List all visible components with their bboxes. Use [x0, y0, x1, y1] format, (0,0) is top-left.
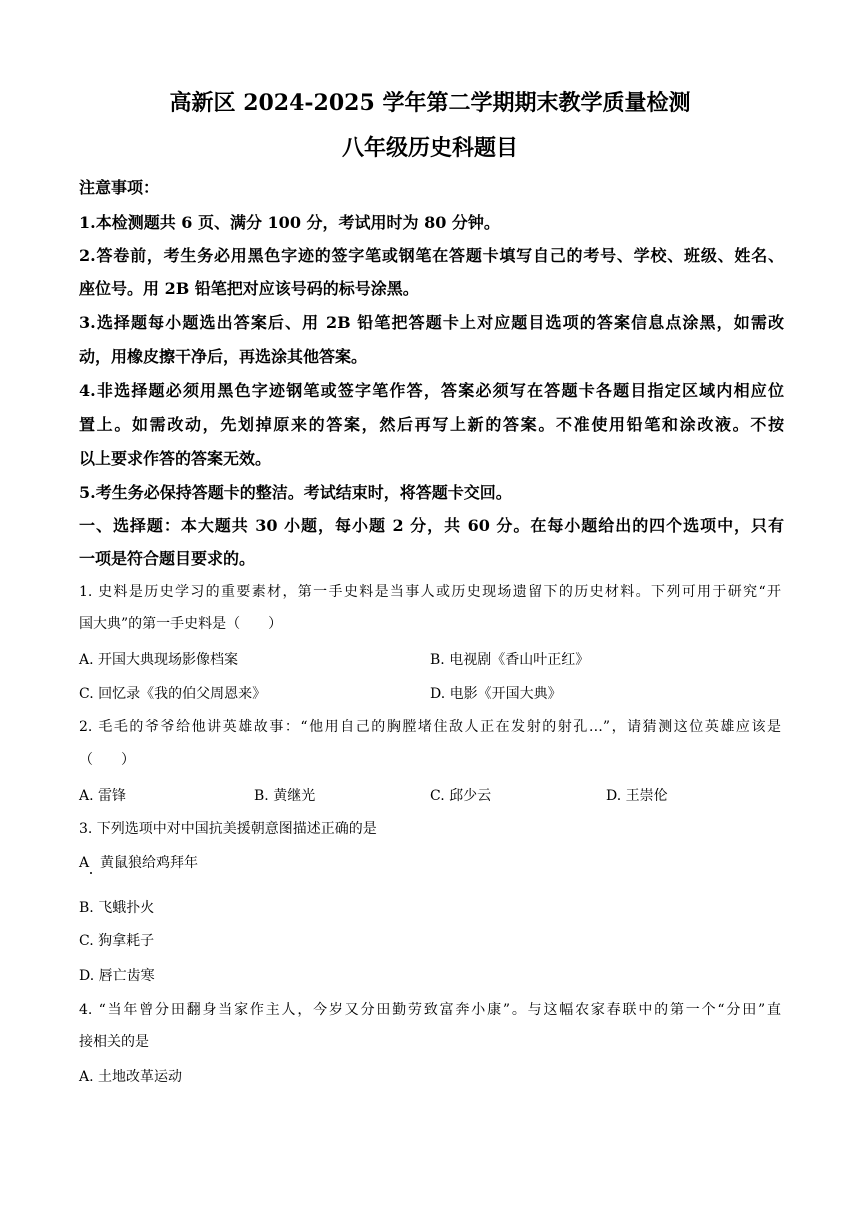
question-2-option-b: B. 黄继光 — [254, 788, 316, 804]
question-3-stem: 3. 下列选项中对中国抗美援朝意图描述正确的是 — [79, 821, 377, 837]
question-3-option-c: C. 狗拿耗子 — [79, 933, 155, 949]
question-1-option-b: B. 电视剧《香山叶正红》 — [430, 652, 590, 668]
notice-item-3-line1: 3.选择题每小题选出答案后、用 2B 铅笔把答题卡上对应题目选项的答案信息点涂黑，如需改 — [79, 313, 784, 332]
notice-item-4-line3: 以上要求作答的答案无效。 — [79, 449, 272, 468]
notice-item-2-line2: 座位号。用 2B 铅笔把对应该号码的标号涂黑。 — [79, 279, 419, 298]
exam-subtitle: 八年级历史科题目 — [341, 135, 518, 161]
notice-item-3-line2: 动，用橡皮擦干净后，再选涂其他答案。 — [79, 347, 368, 366]
question-1-stem-line2: 国大典”的第一手史料是（ ） — [79, 616, 283, 632]
question-2-option-c: C. 邱少云 — [430, 788, 492, 804]
question-3-option-d: D. 唇亡齿寒 — [79, 968, 155, 984]
question-1-option-c: C. 回忆录《我的伯父周恩来》 — [79, 686, 267, 702]
question-2-option-d: D. 王崇伦 — [606, 788, 668, 804]
question-1-option-a: A. 开国大典现场影像档案 — [79, 652, 239, 668]
question-3-option-a-letter: A — [79, 855, 90, 871]
question-4-stem-line1: 4. “当年曾分田翻身当家作主人，今岁又分田勤劳致富奔小康”。与这幅农家春联中的第一个“分田”直 — [79, 1002, 781, 1018]
option-dot-mark — [90, 872, 92, 874]
notice-item-2-line1: 2.答卷前，考生务必用黑色字迹的签字笔或钢笔在答题卡填写自己的考号、学校、班级、姓名、 — [79, 246, 784, 265]
notice-item-1: 1.本检测题共 6 页、满分 100 分，考试用时为 80 分钟。 — [79, 213, 500, 232]
question-4-stem-line2: 接相关的是 — [79, 1034, 149, 1050]
question-3-option-b: B. 飞蛾扑火 — [79, 900, 155, 916]
question-2-option-a: A. 雷锋 — [79, 788, 127, 804]
notice-item-5: 5.考生务必保持答题卡的整洁。考试结束时，将答题卡交回。 — [79, 483, 512, 502]
question-2-stem-line1: 2. 毛毛的爷爷给他讲英雄故事：“他用自己的胸膛堵住敌人正在发射的射孔…”，请猜测这位英雄应该是 — [79, 719, 781, 735]
question-3-option-a-text: 黄鼠狼给鸡拜年 — [100, 855, 198, 871]
question-4-option-a: A. 土地改革运动 — [79, 1069, 183, 1085]
notice-item-4-line1: 4.非选择题必须用黑色字迹钢笔或签字笔作答，答案必须写在答题卡各题目指定区域内相应位 — [79, 381, 784, 400]
section-heading-line2: 一项是符合题目要求的。 — [79, 549, 256, 568]
exam-title: 高新区 2024-2025 学年第二学期期末教学质量检测 — [169, 90, 691, 116]
notice-heading: 注意事项： — [79, 178, 160, 197]
question-1-stem-line1: 1. 史料是历史学习的重要素材，第一手史料是当事人或历史现场遗留下的历史材料。下列可用于研究“开 — [79, 584, 781, 600]
notice-item-4-line2: 置上。如需改动，先划掉原来的答案，然后再写上新的答案。不准使用铅笔和涂改液。不按 — [79, 415, 784, 434]
question-1-option-d: D. 电影《开国大典》 — [430, 686, 562, 702]
question-2-stem-line2: （ ） — [79, 752, 135, 768]
section-heading-line1: 一、选择题：本大题共 30 小题，每小题 2 分，共 60 分。在每小题给出的四个选项中，只有 — [79, 516, 784, 535]
